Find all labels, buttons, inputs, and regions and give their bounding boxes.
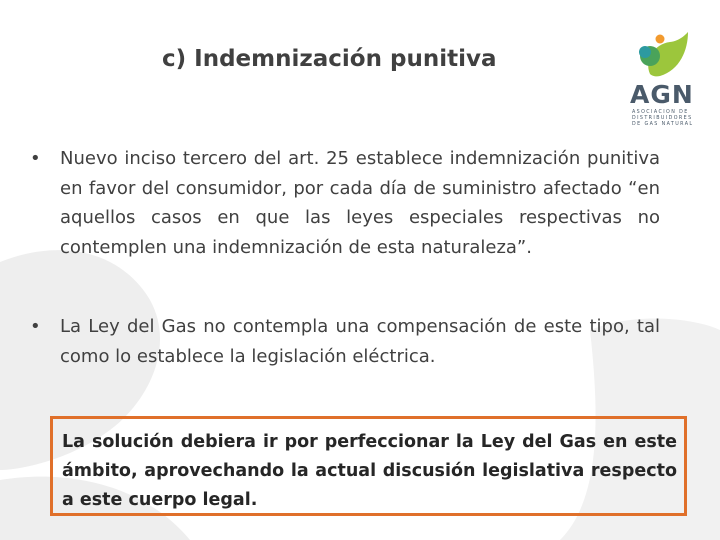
logo-tagline: ASOCIACION DE DISTRIBUIDORES DE GAS NATURAL	[632, 110, 694, 127]
bullet-marker: •	[30, 148, 41, 169]
bullet-item	[30, 312, 660, 371]
bullet-text: Nuevo inciso tercero del art. 25 establece indemnización punitiva en favor del consumidor, por cada día de suministro afectado “en aquellos casos en que las leyes especiales respectivas no contemplen una indemnización de esta naturaleza”.	[60, 148, 660, 258]
bullet-text: La Ley del Gas no contempla una compensación de este tipo, tal como lo establece la legislación eléctrica.	[60, 316, 660, 367]
agn-logo	[626, 30, 694, 134]
conclusion-callout-box	[50, 416, 687, 516]
slide-title: c) Indemnización punitiva	[162, 46, 497, 72]
agn-logo-mark	[636, 30, 688, 80]
logo-letters: AGN	[630, 80, 694, 109]
bullet-item	[30, 144, 660, 262]
callout-text: La solución debiera ir por perfeccionar la Ley del Gas en este ámbito, aprovechando la actual discusión legislativa respecto a este cuerpo legal.	[62, 432, 677, 510]
bullet-marker: •	[30, 316, 41, 337]
